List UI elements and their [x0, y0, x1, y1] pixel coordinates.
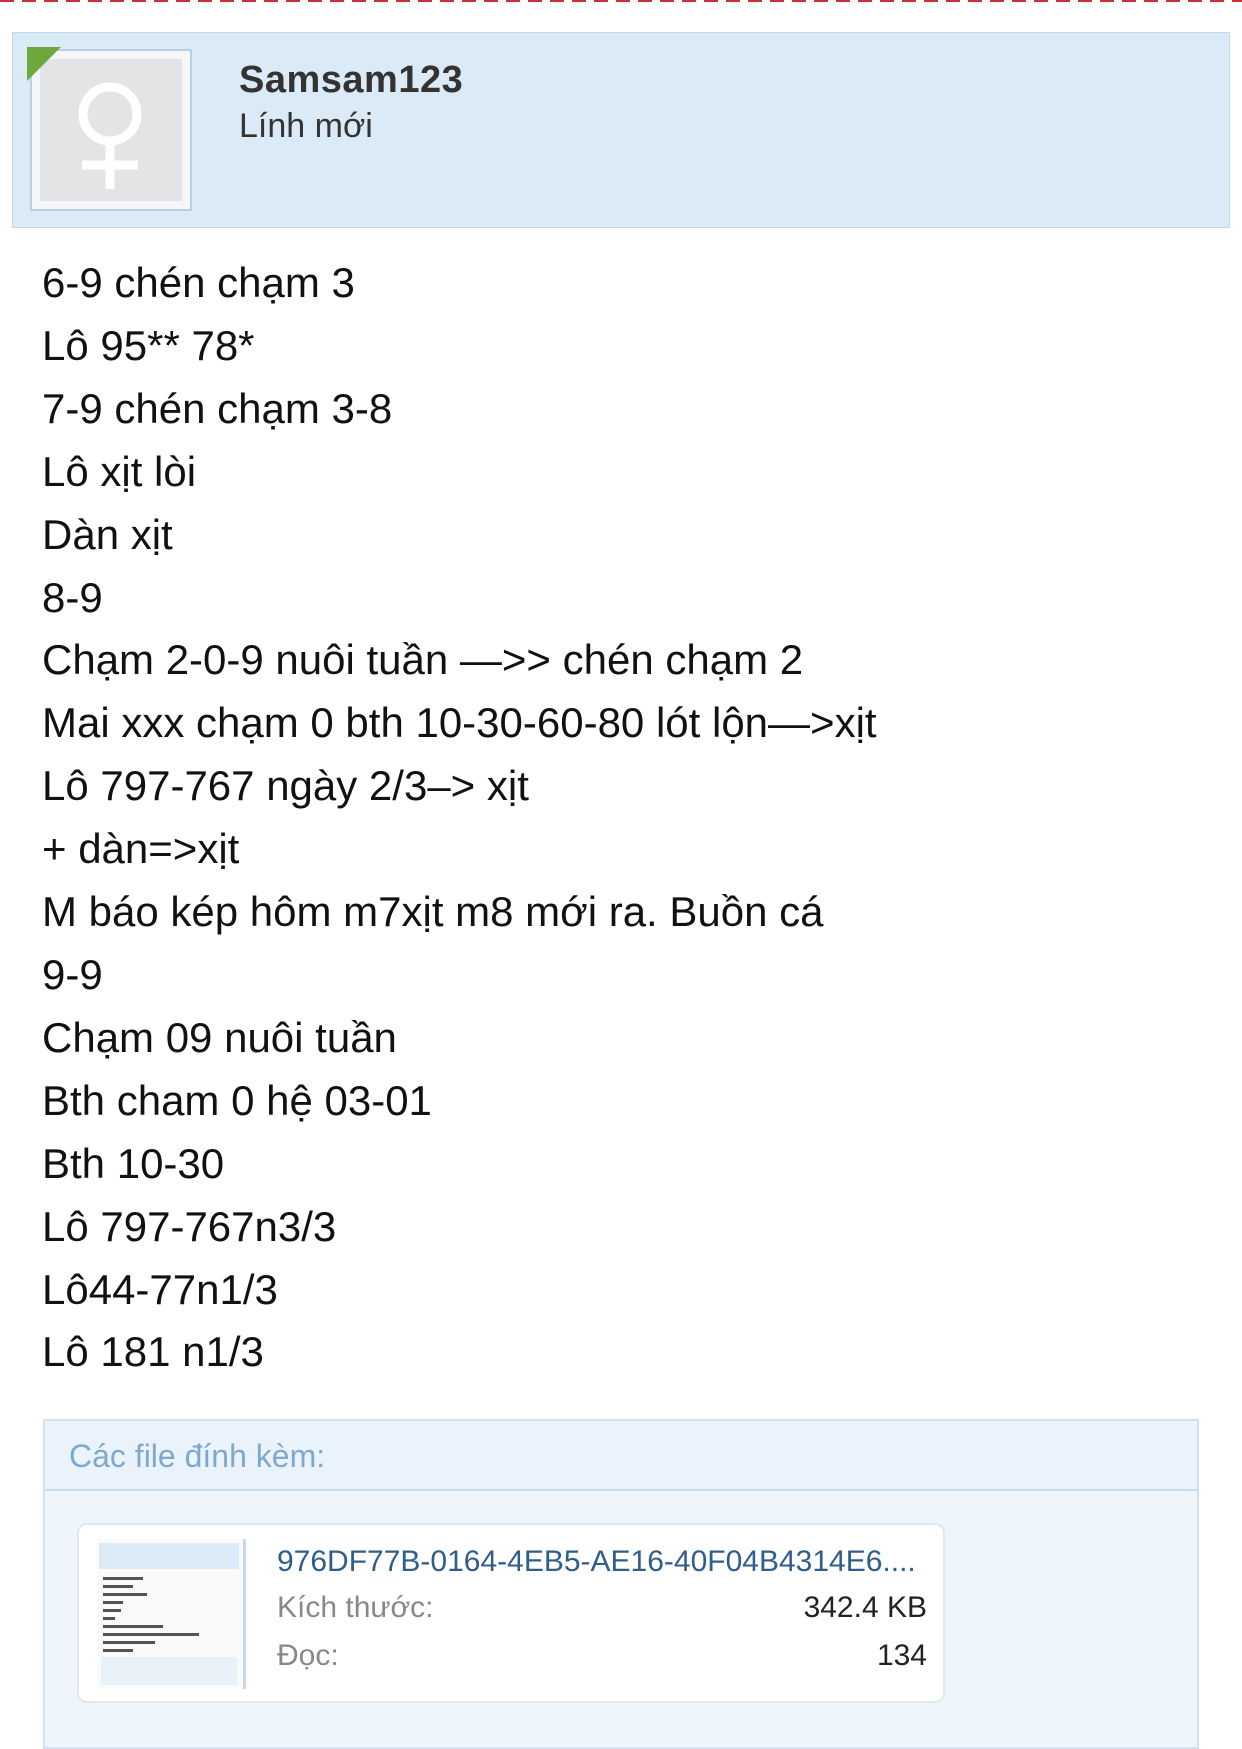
post-line: Mai xxx chạm 0 bth 10-30-60-80 lót lộn—>xịt — [42, 699, 877, 747]
attachments-title: Các file đính kèm: — [69, 1438, 326, 1474]
post-line: Chạm 09 nuôi tuần — [42, 1013, 397, 1061]
user-rank: Lính mới — [239, 107, 373, 145]
attachments-panel — [43, 1419, 1199, 1749]
post-line: 9-9 — [42, 950, 103, 998]
post-line: 6-9 chén chạm 3 — [42, 259, 355, 306]
post-line: Chạm 2-0-9 nuôi tuần —>> chén chạm 2 — [42, 636, 804, 684]
post-line: 7-9 chén chạm 3-8 — [42, 384, 393, 432]
file-size-label: Kích thước: — [277, 1591, 434, 1624]
file-views-label: Đọc: — [277, 1639, 339, 1672]
post-content — [42, 252, 1222, 1384]
attachment-file-link[interactable]: 976DF77B-0164-4EB5-AE16-40F04B4314E6.... — [277, 1545, 916, 1578]
post-line: + dàn=>xịt — [42, 825, 240, 873]
post-line: Lô 95** 78* — [42, 321, 255, 369]
post-line: 8-9 — [42, 573, 103, 621]
female-symbol-icon — [40, 59, 182, 201]
file-size-value: 342.4 KB — [803, 1591, 927, 1624]
avatar-placeholder — [40, 59, 182, 201]
attachments-header — [45, 1421, 1197, 1491]
attachment-thumbnail[interactable] — [97, 1539, 246, 1689]
post-line: Bth 10-30 — [42, 1139, 225, 1187]
post-line: Lô xịt lòi — [42, 447, 197, 495]
file-views-value: 134 — [876, 1639, 927, 1672]
post-line: Lô44-77n1/3 — [42, 1265, 278, 1313]
post-line: Dàn xịt — [42, 510, 173, 558]
post-line: Lô 181 n1/3 — [42, 1328, 264, 1376]
post-line: Lô 797-767n3/3 — [42, 1202, 337, 1250]
post-author-header — [12, 32, 1230, 228]
post-line: M báo kép hôm m7xịt m8 mới ra. Buồn cá — [42, 888, 824, 936]
top-dashed-separator — [0, 0, 1242, 2]
post-line: Bth cham 0 hệ 03-01 — [42, 1076, 432, 1124]
post-line: Lô 797-767 ngày 2/3–> xịt — [42, 762, 529, 810]
online-status-icon — [27, 47, 61, 81]
username[interactable]: Samsam123 — [239, 59, 464, 101]
attachment-item[interactable] — [77, 1523, 945, 1703]
